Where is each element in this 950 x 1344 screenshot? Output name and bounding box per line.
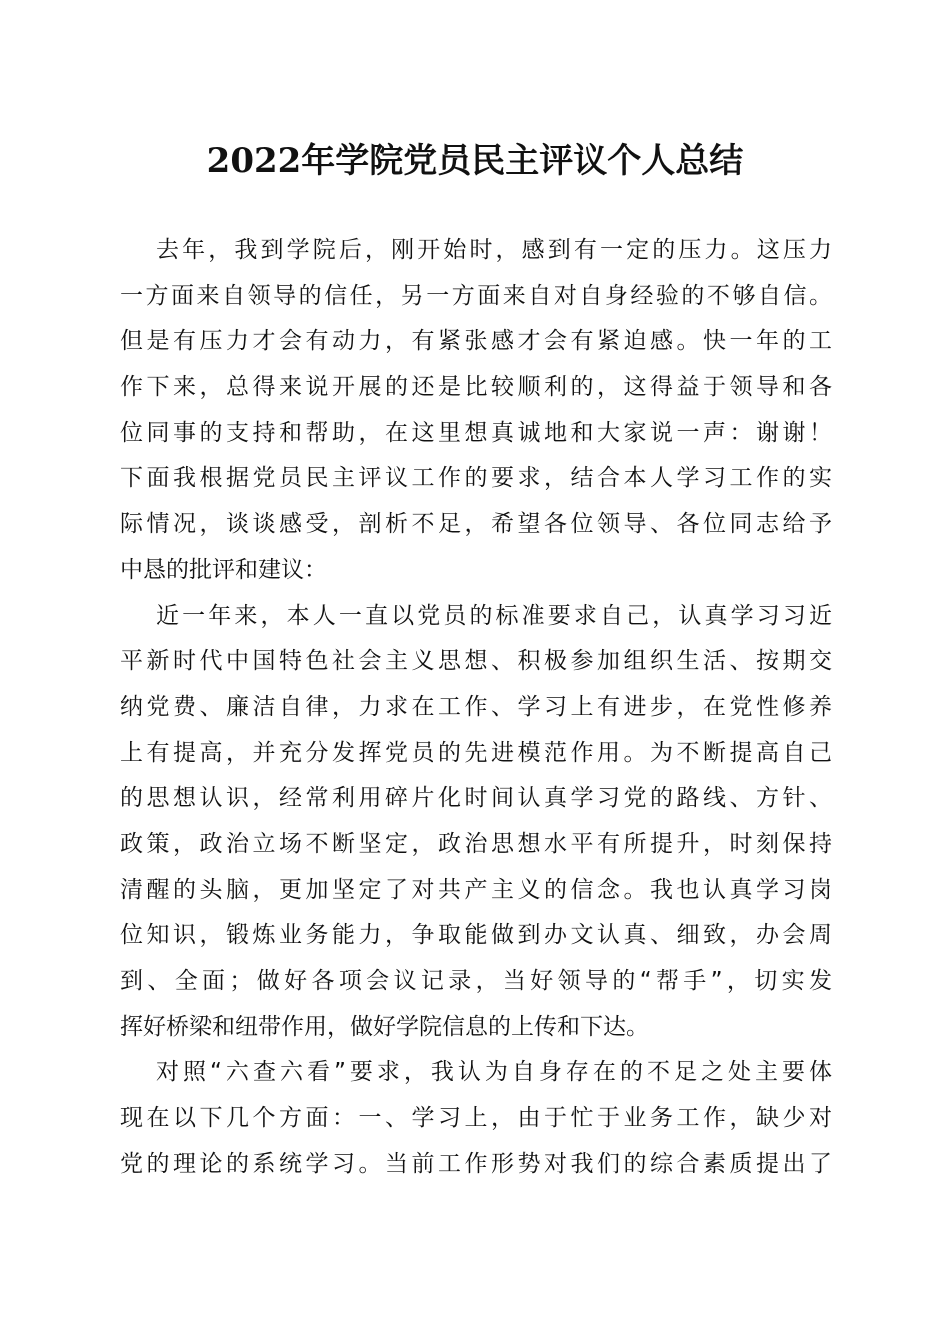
paragraph-1-line-8: 中恳的批评和建议：: [120, 556, 327, 583]
paragraph-2-line-6: 政策，政治立场不断坚定，政治思想水平有所提升，时刻保持: [120, 830, 832, 857]
document-body: [120, 228, 832, 1187]
paragraph-1-line-1: 去年，我到学院后，刚开始时，感到有一定的压力。这压力: [156, 237, 832, 263]
paragraph-2-line-5: 的思想认识，经常利用碎片化时间认真学习党的路线、方针、: [120, 785, 832, 812]
paragraph-1-line-3: 但是有压力才会有动力，有紧张感才会有紧迫感。快一年的工: [120, 328, 832, 355]
paragraph-1-line-7: 际情况，谈谈感受，剖析不足，希望各位领导、各位同志给予: [120, 511, 832, 538]
paragraph-1-line-6: 下面我根据党员民主评议工作的要求，结合本人学习工作的实: [120, 465, 832, 492]
paragraph-3-line-3: 党的理论的系统学习。当前工作形势对我们的综合素质提出了: [120, 1150, 832, 1177]
paragraph-1-line-4: 作下来，总得来说开展的还是比较顺利的，这得益于领导和各: [120, 374, 832, 401]
paragraph-2-line-2: 平新时代中国特色社会主义思想、积极参加组织生活、按期交: [120, 648, 832, 675]
paragraph-1-line-5: 位同事的支持和帮助，在这里想真诚地和大家说一声：谢谢！: [120, 419, 832, 446]
paragraph-3-line-2: 现在以下几个方面：一、学习上，由于忙于业务工作，缺少对: [120, 1105, 832, 1132]
paragraph-2-line-1: 近一年来，本人一直以党员的标准要求自己，认真学习习近: [156, 602, 832, 629]
paragraph-2-line-8: 位知识，锻炼业务能力，争取能做到办文认真、细致，办会周: [120, 922, 832, 949]
paragraph-2-line-10: 挥好桥梁和纽带作用，做好学院信息的上传和下达。: [120, 1013, 649, 1040]
paragraph-2-line-9: 到、全面；做好各项会议记录，当好领导的“帮手”，切实发: [120, 968, 832, 994]
paragraph-1-line-2: 一方面来自领导的信任，另一方面来自对自身经验的不够自信。: [120, 282, 832, 309]
document-title: 2022年学院党员民主评议个人总结: [206, 141, 744, 181]
paragraph-2-line-4: 上有提高，并充分发挥党员的先进模范作用。为不断提高自己: [120, 739, 832, 766]
paragraph-3-line-1: 对照“六查六看”要求，我认为自身存在的不足之处主要体: [156, 1059, 832, 1086]
paragraph-2-line-7: 清醒的头脑，更加坚定了对共产主义的信念。我也认真学习岗: [120, 876, 832, 903]
paragraph-2-line-3: 纳党费、廉洁自律，力求在工作、学习上有进步，在党性修养: [120, 693, 832, 720]
